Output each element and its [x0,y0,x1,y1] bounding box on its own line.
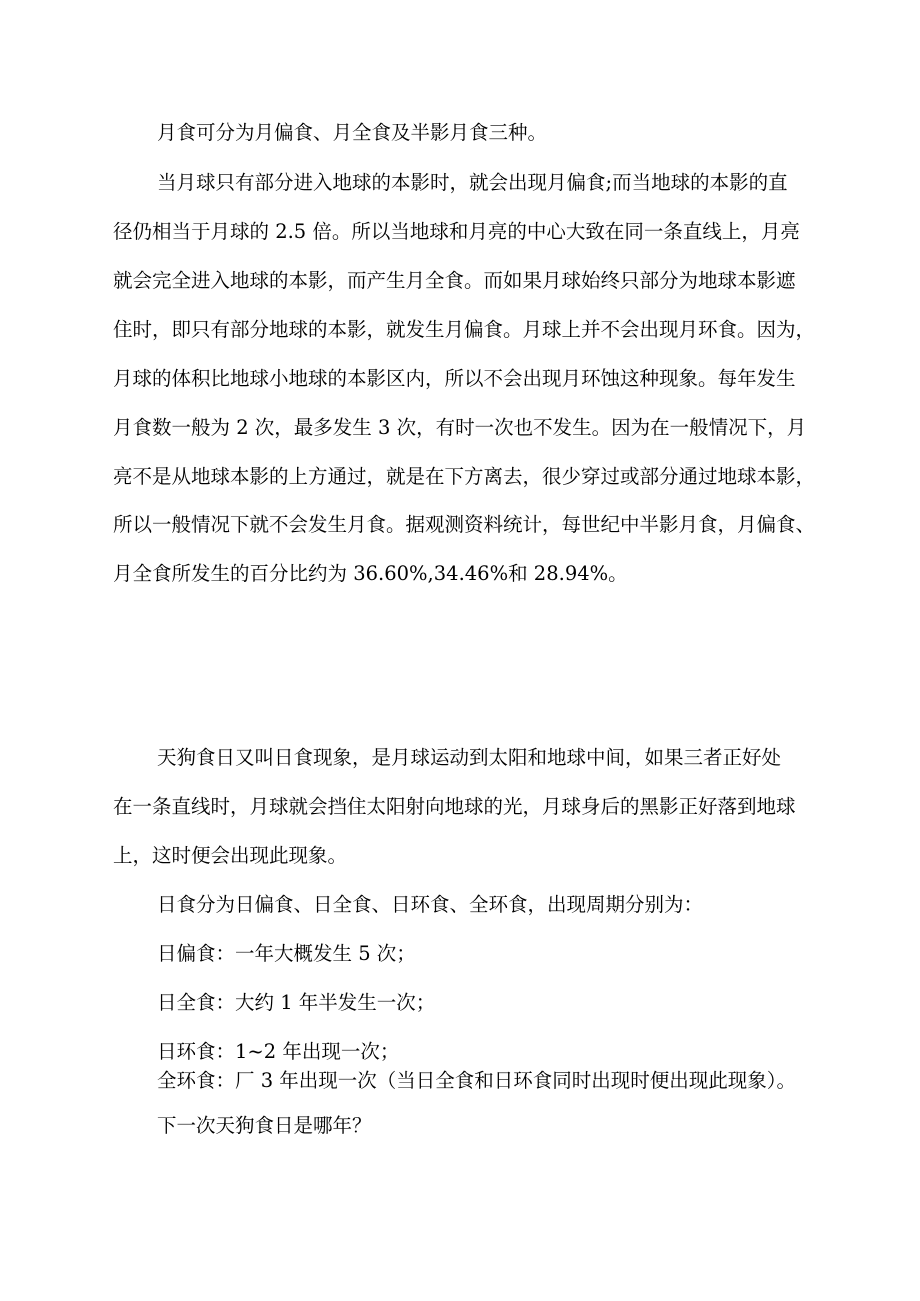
solar-paragraph-line: 天狗食日又叫日食现象，是月球运动到太阳和地球中间，如果三者正好处 [157,746,782,769]
period-annular-solar: 日环食：1~2 年出现一次； [157,1040,400,1063]
lunar-paragraph-line: 亮不是从地球本影的上方通过，就是在下方离去，很少穿过或部分通过地球本影， [113,465,816,488]
lunar-paragraph-line: 住时，即只有部分地球的本影，就发生月偏食。月球上并不会出现月环食。因为， [113,318,816,341]
lunar-eclipse-intro: 月食可分为月偏食、月全食及半影月食三种。 [157,121,548,144]
lunar-paragraph-line: 月全食所发生的百分比约为 36.60%,34.46%和 28.94%。 [113,562,628,585]
solar-paragraph-line: 在一条直线时，月球就会挡住太阳射向地球的光，月球身后的黑影正好落到地球 [113,795,796,818]
lunar-paragraph-line: 径仍相当于月球的 2.5 倍。所以当地球和月亮的中心大致在同一条直线上，月亮 [113,220,800,243]
period-total-solar: 日全食：大约 1 年半发生一次； [157,991,436,1014]
period-partial-solar: 日偏食：一年大概发生 5 次； [157,942,416,965]
lunar-paragraph-line: 就会完全进入地球的本影，而产生月全食。而如果月球始终只部分为地球本影遮 [113,269,796,292]
solar-types-intro: 日食分为日偏食、日全食、日环食、全环食，出现周期分别为： [157,893,704,916]
solar-paragraph-line: 上，这时便会出现此现象。 [113,844,348,867]
lunar-paragraph-line: 所以一般情况下就不会发生月食。据观测资料统计，每世纪中半影月食，月偏食、 [113,513,816,536]
period-hybrid-solar: 全环食：厂 3 年出现一次（当日全食和日环食同时出现时便出现此现象）。 [157,1069,797,1092]
next-eclipse-question: 下一次天狗食日是哪年？ [157,1114,372,1137]
lunar-paragraph-line: 月球的体积比地球小地球的本影区内，所以不会出现月环蚀这种现象。每年发生 [113,367,796,390]
lunar-paragraph-line: 月食数一般为 2 次，最多发生 3 次，有时一次也不发生。因为在一般情况下，月 [113,416,807,439]
lunar-paragraph-line: 当月球只有部分进入地球的本影时，就会出现月偏食;而当地球的本影的直 [157,171,788,194]
